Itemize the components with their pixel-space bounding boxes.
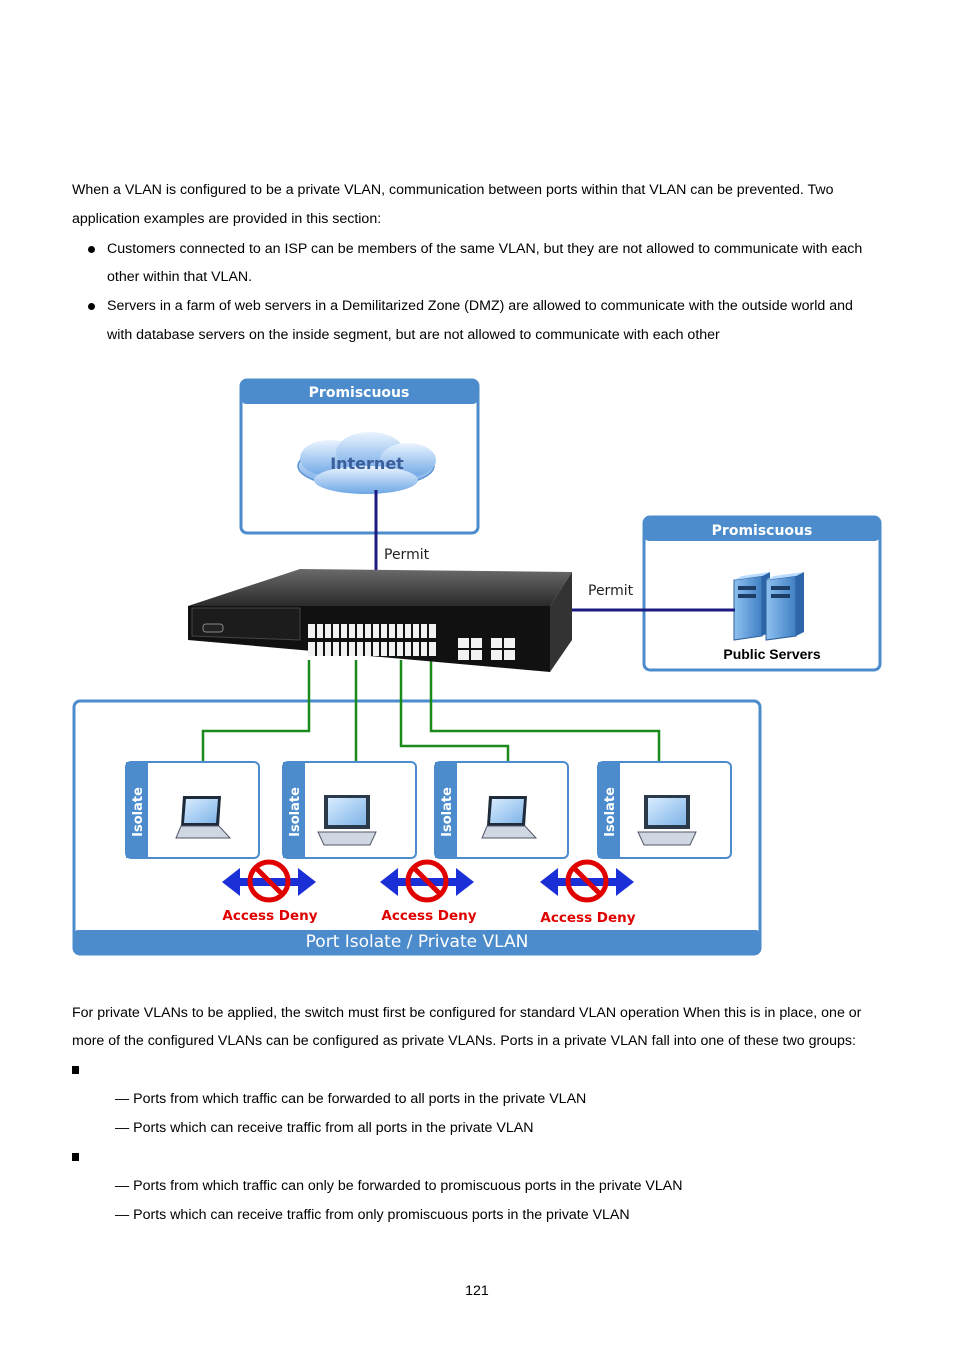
private-vlan-diagram (60, 370, 900, 970)
desktop-pc-icon (638, 795, 696, 845)
isolate-label: Isolate (603, 787, 618, 837)
bullet-dot (88, 246, 95, 253)
internet-label: Internet (330, 454, 404, 473)
group-2-item-2: — Ports which can receive traffic from only promiscuous ports in the private VLAN (115, 1207, 630, 1223)
bullet-1-line-2: other within that VLAN. (107, 269, 253, 285)
network-switch-icon (188, 569, 572, 672)
promiscuous-right-title: Promiscuous (711, 523, 813, 539)
intro-line-1: When a VLAN is configured to be a private VLAN, communication between ports within that VLAN can be prevented. Two (72, 182, 834, 198)
access-deny-label: Access Deny (540, 910, 636, 926)
promiscuous-top-title: Promiscuous (308, 385, 410, 401)
group-2-item-1: — Ports from which traffic can only be forwarded to promiscuous ports in the private VLAN (115, 1178, 683, 1194)
access-deny-label: Access Deny (222, 908, 318, 924)
square-bullet-icon (72, 1153, 79, 1161)
port-isolate-footer: Port Isolate / Private VLAN (305, 932, 529, 952)
page-number: 121 (465, 1283, 489, 1299)
after-line-1: For private VLANs to be applied, the switch must first be configured for standard VLAN operation When this is in place, one or (72, 1005, 862, 1021)
group-1-item-1: — Ports from which traffic can be forwarded to all ports in the private VLAN (115, 1091, 587, 1107)
permit-right-label: Permit (588, 583, 634, 599)
public-servers-label: Public Servers (723, 646, 821, 662)
after-line-2: more of the configured VLANs can be configured as private VLANs. Ports in a private VLAN fall into one of these two groups: (72, 1033, 856, 1049)
isolate-label: Isolate (288, 787, 303, 837)
public-servers-icon (734, 572, 804, 640)
group-1-item-2: — Ports which can receive traffic from all ports in the private VLAN (115, 1120, 534, 1136)
isolate-label: Isolate (131, 787, 146, 837)
square-bullet-icon (72, 1066, 79, 1074)
bullet-dot (88, 303, 95, 310)
bullet-2-line-1: Servers in a farm of web servers in a Demilitarized Zone (DMZ) are allowed to communicate with the outside world and (107, 298, 853, 314)
bullet-2-line-2: with database servers on the inside segment, but are not allowed to communicate with each other (107, 327, 720, 343)
bullet-1-line-1: Customers connected to an ISP can be members of the same VLAN, but they are not allowed to communicate with each (107, 241, 863, 257)
access-deny-label: Access Deny (381, 908, 477, 924)
permit-top-label: Permit (384, 547, 430, 563)
intro-line-2: application examples are provided in this section: (72, 211, 382, 227)
isolate-label: Isolate (440, 787, 455, 837)
desktop-pc-icon (318, 795, 376, 845)
